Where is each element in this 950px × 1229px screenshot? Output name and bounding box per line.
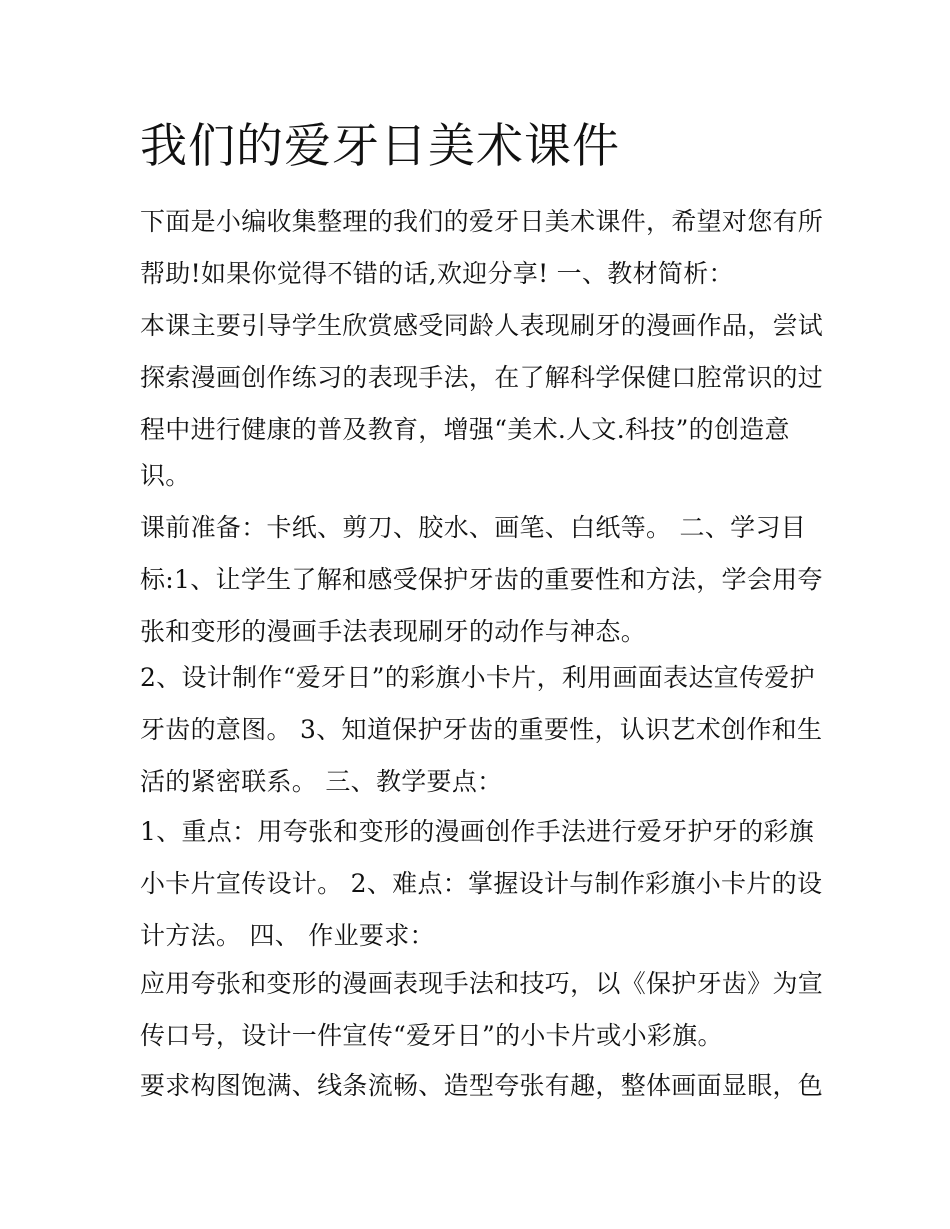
body-text-line: 帮助!如果你觉得不错的话,欢迎分享! 一、教材简析： [140, 259, 734, 288]
document-title: 我们的爱牙日美术课件 [140, 119, 620, 174]
body-text-line: 程中进行健康的普及教育，增强“美术.人文.科技”的创造意 [140, 415, 790, 444]
body-text-line: 2、设计制作“爱牙日”的彩旗小卡片，利用画面表达宣传爱护 [140, 663, 815, 692]
body-text-line: 计方法。 四、 作业要求： [140, 921, 435, 950]
body-text-line: 小卡片宣传设计。 2、难点：掌握设计与制作彩旗小卡片的设 [140, 869, 823, 898]
body-text-line: 识。 [140, 461, 191, 490]
body-text-line: 下面是小编收集整理的我们的爱牙日美术课件，希望对您有所 [140, 207, 824, 236]
body-text-line: 应用夸张和变形的漫画表现手法和技巧，以《保护牙齿》为宣 [140, 969, 824, 998]
body-text-line: 要求构图饱满、线条流畅、造型夸张有趣，整体画面显眼，色 [140, 1071, 824, 1100]
body-text-line: 活的紧密联系。 三、教学要点： [140, 767, 503, 796]
body-text-line: 探索漫画创作练习的表现手法，在了解科学保健口腔常识的过 [140, 363, 824, 392]
body-text-line: 课前准备：卡纸、剪刀、胶水、画笔、白纸等。 二、学习目 [140, 513, 807, 542]
body-text-line: 本课主要引导学生欣赏感受同龄人表现刷牙的漫画作品，尝试 [140, 311, 824, 340]
body-text-line: 牙齿的意图。 3、知道保护牙齿的重要性，认识艺术创作和生 [140, 715, 823, 744]
body-text-line: 传口号，设计一件宣传“爱牙日”的小卡片或小彩旗。 [140, 1021, 723, 1050]
body-text-line: 标:1、让学生了解和感受保护牙齿的重要性和方法，学会用夸 [140, 565, 823, 594]
body-text-line: 张和变形的漫画手法表现刷牙的动作与神态。 [140, 617, 647, 646]
body-text-line: 1、重点：用夸张和变形的漫画创作手法进行爱牙护牙的彩旗 [140, 817, 815, 846]
